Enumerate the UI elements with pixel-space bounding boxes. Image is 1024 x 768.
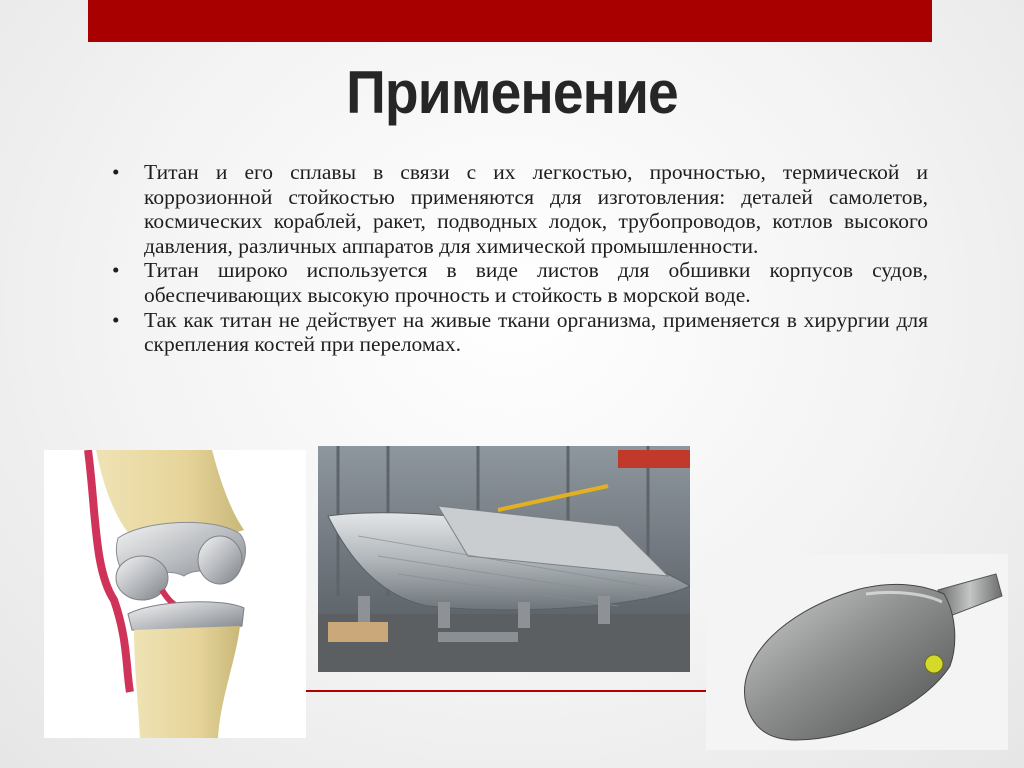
top-accent-bar bbox=[88, 0, 932, 42]
slide-title: Применение bbox=[346, 59, 678, 126]
knee-implant-icon bbox=[44, 450, 306, 738]
bullet-marker: • bbox=[112, 307, 120, 332]
knee-implant-image bbox=[44, 450, 306, 738]
shovel-image bbox=[706, 554, 1008, 750]
bullet-text: Титан и его сплавы в связи с их легкостью, прочностью, термической и коррозионной стойкостью применяются для изготовления: деталей самолетов, космических кораблей, ракет, подводных лодок, трубопроводов, котлов высокого давления, различных аппаратов для химической промышленности. bbox=[144, 160, 928, 258]
bullet-text: Так как титан не действует на живые ткани организма, применяется в хирургии для скрепления костей при переломах. bbox=[144, 307, 928, 357]
bullet-item bbox=[112, 160, 928, 258]
bullet-item bbox=[112, 308, 928, 357]
shovel-icon bbox=[706, 554, 1008, 750]
divider-line bbox=[306, 690, 706, 692]
ship-hull-image bbox=[318, 446, 690, 672]
ship-hull-icon bbox=[318, 446, 690, 672]
bullet-text: Титан широко используется в виде листов для обшивки корпусов судов, обеспечивающих высокую прочность и стойкость в морской воде. bbox=[144, 258, 928, 307]
bullet-item bbox=[112, 258, 928, 307]
bullet-marker: • bbox=[112, 160, 120, 184]
bullet-marker: • bbox=[112, 258, 120, 283]
bullet-list bbox=[112, 160, 928, 357]
